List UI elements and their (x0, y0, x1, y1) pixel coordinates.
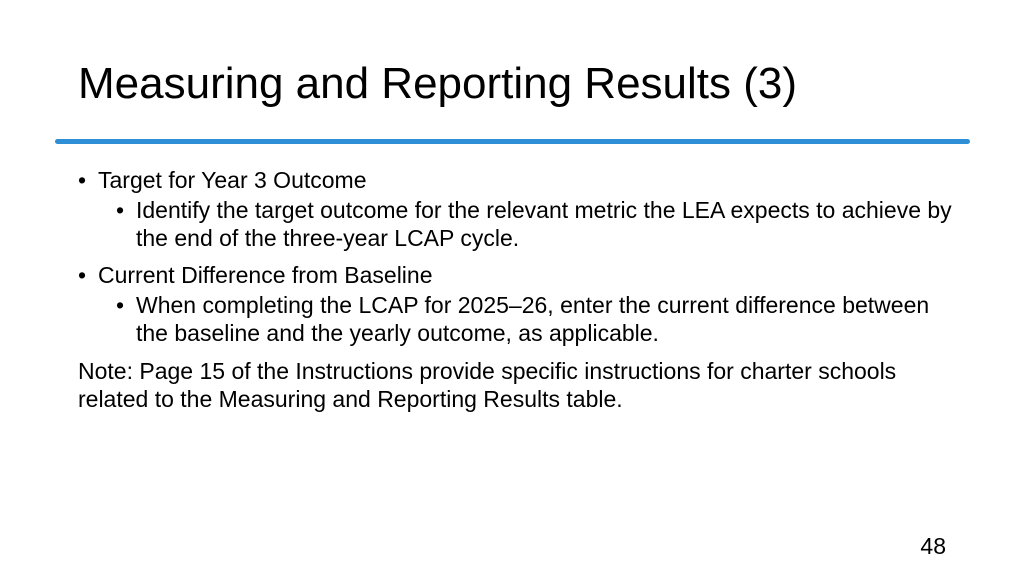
bullet-item (78, 261, 958, 289)
bullet-icon: • (116, 292, 125, 318)
bullet-text: Target for Year 3 Outcome (98, 167, 367, 193)
bullet-text: Current Difference from Baseline (98, 262, 433, 288)
bullet-icon: • (78, 167, 87, 193)
sub-bullet-text: Identify the target outcome for the relevant metric the LEA expects to achieve by the end of the three-year LCAP cycle. (136, 197, 952, 251)
bullet-icon: • (116, 197, 125, 223)
sub-bullet-item (116, 196, 958, 252)
bullet-icon: • (78, 262, 87, 288)
slide-body (78, 166, 958, 413)
note-text: Note: Page 15 of the Instructions provide specific instructions for charter schools related to the Measuring and Reporting Results table. (78, 358, 897, 412)
title-divider (55, 139, 970, 144)
sub-bullet-item (116, 291, 958, 347)
slide-title: Measuring and Reporting Results (3) (78, 59, 798, 108)
page-number: 48 (920, 533, 946, 559)
sub-bullet-text: When completing the LCAP for 2025–26, enter the current difference between the baseline and the yearly outcome, as applicable. (136, 292, 930, 346)
bullet-item (78, 166, 958, 194)
